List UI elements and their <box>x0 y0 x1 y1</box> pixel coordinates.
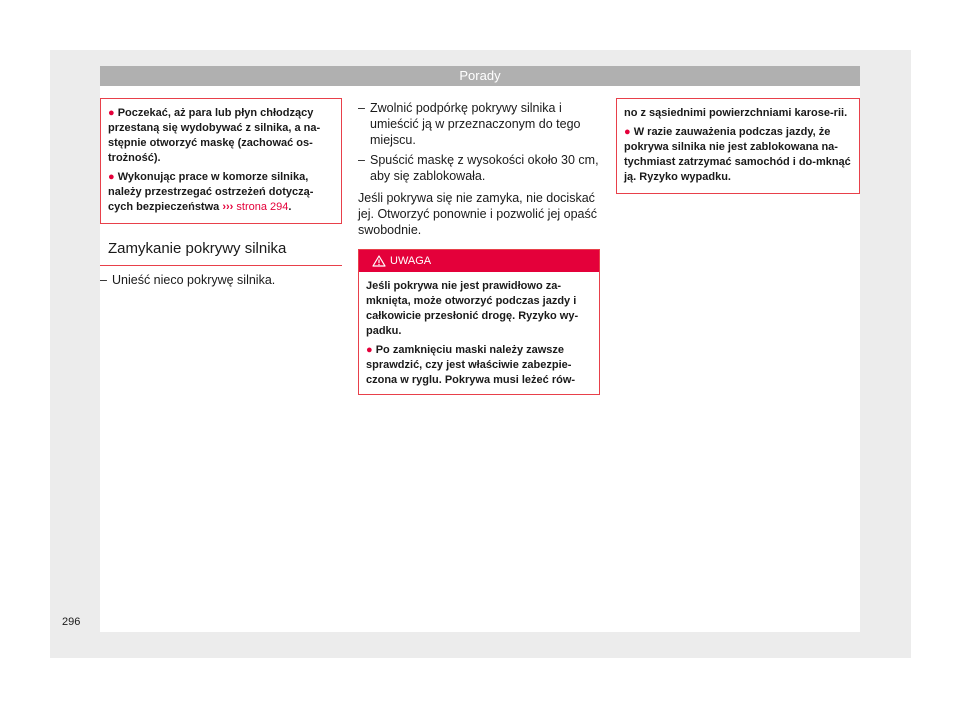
caution-item-text: Wykonując prace w komorze silnika, należy przestrzegać ostrzeżeń dotyczą-cych bezpieczeństwa <box>108 171 314 213</box>
caution-box-continued <box>100 98 342 224</box>
column-2 <box>358 100 600 238</box>
warning-text: Jeśli pokrywa nie jest prawidłowo za-mknięta, może otworzyć podczas jazdy i całkowicie przesłonić drogę. Ryzyko wy-padku. <box>366 280 579 337</box>
warning-item-text: Po zamknięciu maski należy zawsze sprawdzić, czy jest właściwie zabezpie-czona w ryglu. Pokrywa musi leżeć rów- <box>366 344 576 386</box>
page-number: 296 <box>62 616 81 628</box>
warning-title: UWAGA <box>390 255 432 267</box>
page-header: Porady <box>100 66 860 86</box>
caution-item <box>108 170 334 215</box>
column-3 <box>616 98 860 194</box>
warning-item <box>624 125 852 185</box>
dash-marker: – <box>358 101 365 115</box>
section-title: Zamykanie pokrywy silnika <box>100 236 342 266</box>
step-item <box>358 100 600 148</box>
info-paragraph: Jeśli pokrywa się nie zamyka, nie dociskać jej. Otworzyć ponownie i pozwolić jej opaść swobodnie. <box>358 191 597 237</box>
dash-marker: – <box>100 273 107 287</box>
dash-marker: – <box>358 153 365 167</box>
warning-triangle-icon <box>372 255 386 267</box>
warning-body <box>359 272 599 394</box>
step-text: Zwolnić podpórkę pokrywy silnika i umieścić ją w przeznaczonym do tego miejscu. <box>370 101 581 147</box>
warning-box-continued <box>616 98 860 194</box>
warning-item <box>366 343 592 388</box>
bullet-icon: ● <box>108 171 115 183</box>
warning-header <box>359 250 599 272</box>
warning-text: no z sąsiednimi powierzchniami karose-rii. <box>624 107 848 119</box>
step-text: Unieść nieco pokrywę silnika. <box>112 273 276 287</box>
page-reference-link[interactable]: strona 294 <box>236 201 289 213</box>
bullet-icon: ● <box>624 126 631 138</box>
bullet-icon: ● <box>366 344 373 356</box>
caution-item <box>108 106 334 166</box>
step-item <box>100 272 342 288</box>
bullet-icon: ● <box>108 107 115 119</box>
column-1 <box>100 98 342 224</box>
link-arrow-icon: ››› <box>222 201 234 213</box>
step-text: Spuścić maskę z wysokości około 30 cm, aby się zablokowała. <box>370 153 599 183</box>
sentence-end: . <box>288 201 292 213</box>
step-item <box>358 152 600 184</box>
caution-item-text: Poczekać, aż para lub płyn chłodzący przestaną się wydobywać z silnika, a na-stępnie otworzyć maskę (zachować os-trożność). <box>108 107 321 164</box>
warning-item-text: W razie zauważenia podczas jazdy, że pokrywa silnika nie jest zablokowana na-tychmiast zatrzymać samochód i do-mknąć ją. Ryzyko wypadku. <box>624 126 851 183</box>
warning-box <box>358 249 600 395</box>
closing-steps-list <box>100 272 342 288</box>
